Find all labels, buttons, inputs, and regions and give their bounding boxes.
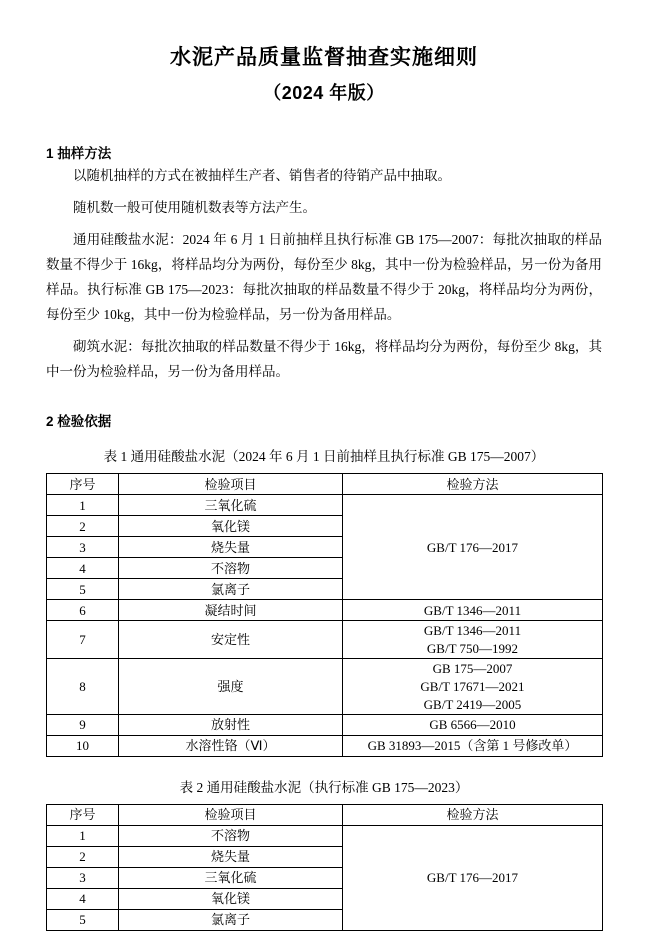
paragraph-sampling-3: 通用硅酸盐水泥：2024 年 6 月 1 日前抽样且执行标准 GB 175—2007：每批次抽取的样品数量不得少于 16kg，将样品均分为两份，每份至少 8kg，其中一份为检验样品，另一份为备用样品。执行标准 GB 175—2023：每批次抽取的样品数量不得少于 20kg，将样品均分为两份，每份至少 10kg，其中一份为检验样品，另一份为备用样品。: [46, 232, 602, 322]
cell-item: 三氧化硫: [119, 868, 343, 889]
cell-item: 氯离子: [119, 910, 343, 931]
table-row: [47, 715, 603, 736]
cell-item: 烧失量: [119, 847, 343, 868]
column-header-no: 序号: [47, 805, 119, 826]
cell-item: 凝结时间: [119, 600, 343, 621]
table1-caption: 表 1 通用硅酸盐水泥（2024 年 6 月 1 日前抽样且执行标准 GB 175—2007）: [103, 449, 545, 465]
cell-method: GB 6566—2010: [343, 715, 603, 736]
table-row: [47, 600, 603, 621]
cell-no: 5: [47, 910, 119, 931]
cell-no: 3: [47, 868, 119, 889]
cell-item: 三氧化硫: [119, 495, 343, 516]
cell-item: 氧化镁: [119, 516, 343, 537]
cell-item: 不溶物: [119, 826, 343, 847]
cell-no: 1: [47, 495, 119, 516]
cell-no: 2: [47, 847, 119, 868]
table-header-row: [47, 474, 603, 495]
cell-no: 9: [47, 715, 119, 736]
cell-item: 水溶性铬（Ⅵ）: [119, 736, 343, 757]
column-header-item: 检验项目: [119, 805, 343, 826]
cell-no: 4: [47, 558, 119, 579]
cell-no: 7: [47, 621, 119, 659]
page-subtitle: （2024 年版）: [263, 82, 385, 103]
cell-item: 不溶物: [119, 558, 343, 579]
cell-no: 2: [47, 516, 119, 537]
cell-item: 烧失量: [119, 537, 343, 558]
cell-no: 6: [47, 600, 119, 621]
column-header-item: 检验项目: [119, 474, 343, 495]
cell-method: GB 31893—2015（含第 1 号修改单）: [343, 736, 603, 757]
cell-item: 强度: [119, 659, 343, 715]
cell-no: 4: [47, 889, 119, 910]
cell-item: 放射性: [119, 715, 343, 736]
table-row: [47, 736, 603, 757]
paragraph-sampling-4: 砌筑水泥：每批次抽取的样品数量不得少于 16kg，将样品均分为两份，每份至少 8kg，其中一份为检验样品，另一份为备用样品。: [46, 338, 602, 379]
paragraph-sampling-2: 随机数一般可使用随机数表等方法产生。: [73, 200, 316, 216]
cell-item: 氯离子: [119, 579, 343, 600]
section-heading-sampling: 1 抽样方法: [46, 145, 112, 161]
table-header-row: [47, 805, 603, 826]
table-row: [47, 659, 603, 715]
column-header-method: 检验方法: [343, 474, 603, 495]
cell-method: GB/T 1346—2011: [343, 600, 603, 621]
cell-item: 安定性: [119, 621, 343, 659]
page-title: 水泥产品质量监督抽查实施细则: [170, 46, 478, 69]
table-row: [47, 826, 603, 847]
cell-no: 8: [47, 659, 119, 715]
paragraph-sampling-1: 以随机抽样的方式在被抽样生产者、销售者的待销产品中抽取。: [73, 168, 451, 184]
table-row: [47, 621, 603, 659]
cell-item: 氧化镁: [119, 889, 343, 910]
table-row: [47, 495, 603, 516]
table2-caption: 表 2 通用硅酸盐水泥（执行标准 GB 175—2023）: [179, 780, 469, 796]
cell-method: GB/T 1346—2011 GB/T 750—1992: [343, 621, 603, 659]
cell-method: GB 175—2007 GB/T 17671—2021 GB/T 2419—2005: [343, 659, 603, 715]
table-inspection-basis-2023: [46, 804, 603, 931]
cell-method: GB/T 176—2017: [343, 826, 603, 931]
cell-no: 5: [47, 579, 119, 600]
cell-no: 1: [47, 826, 119, 847]
table-inspection-basis-2007: [46, 473, 603, 757]
cell-method: GB/T 176—2017: [343, 495, 603, 600]
cell-no: 3: [47, 537, 119, 558]
column-header-method: 检验方法: [343, 805, 603, 826]
column-header-no: 序号: [47, 474, 119, 495]
cell-no: 10: [47, 736, 119, 757]
table2-block: [46, 777, 602, 931]
section-heading-basis: 2 检验依据: [46, 413, 112, 429]
table1-block: [46, 446, 602, 757]
